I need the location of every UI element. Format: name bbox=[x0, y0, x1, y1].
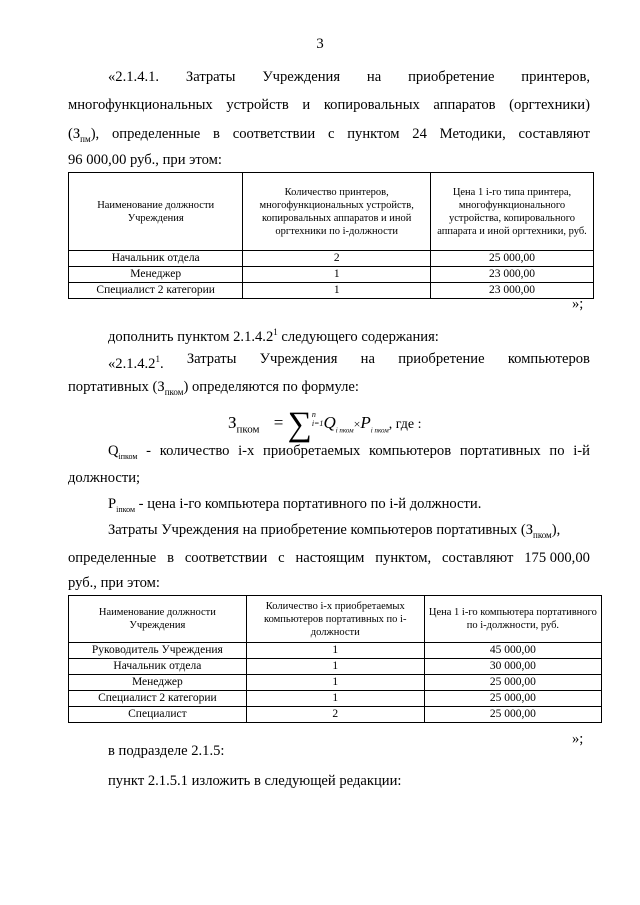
definition-q-line-2: должности; bbox=[68, 470, 141, 486]
amendment-line: дополнить пунктом 2.1.4.2$^1$ следующего содержания: bbox=[108, 327, 439, 345]
table-cell: 23 000,00 bbox=[431, 267, 594, 283]
table-cell: 25 000,00 bbox=[431, 251, 594, 267]
table-cell: 2 bbox=[243, 251, 431, 267]
table-row bbox=[69, 707, 602, 723]
table-cell: Менеджер bbox=[69, 267, 243, 283]
table-row bbox=[69, 659, 602, 675]
table-header-row bbox=[69, 596, 602, 643]
quote-close: »; bbox=[572, 731, 584, 747]
para-3-line-1: Затраты Учреждения на приобретение компьютеров портативных $(З_{пком})$, bbox=[108, 522, 561, 540]
page-number: 3 bbox=[316, 36, 324, 52]
formula: $З_{пком}$ = ∑ n i=1 $Q_{i пком}\times P_{i пком}$, где : bbox=[228, 406, 422, 443]
table-cell: Начальник отдела bbox=[69, 251, 243, 267]
point-line: пункт 2.1.5.1 изложить в следующей редакции: bbox=[108, 773, 402, 789]
laptops-table bbox=[68, 595, 602, 723]
para-1-line-2: многофункциональных устройств и копировальных аппаратов (оргтехники) bbox=[68, 97, 590, 113]
para-1-line-3: $(З_{пм})$, определенные в соответствии с пунктом 24 Методики, составляют bbox=[68, 126, 590, 144]
table-row bbox=[69, 643, 602, 659]
table-cell: 1 bbox=[246, 643, 424, 659]
para-2-line-1: «2.1.4.2$^1$. Затраты Учреждения на приобретение компьютеров bbox=[108, 351, 590, 372]
para-2-line-2: портативных $(З_{пком})$ определяются по формуле: bbox=[68, 379, 359, 397]
para-3-line-2: определенные в соответствии с настоящим пунктом, составляют 175 000,00 bbox=[68, 550, 590, 566]
table-row bbox=[69, 675, 602, 691]
table-row bbox=[69, 267, 594, 283]
table-header-row bbox=[69, 173, 594, 251]
table-cell: Специалист 2 категории bbox=[69, 691, 247, 707]
para-1-line-4: 96 000,00 руб., при этом: bbox=[68, 152, 222, 168]
table-cell: 1 bbox=[246, 659, 424, 675]
table-row bbox=[69, 251, 594, 267]
table-header-cell: Количество i-х приобретаемых компьютеров портативных по i-должности bbox=[246, 596, 424, 643]
table-cell: 30 000,00 bbox=[424, 659, 601, 675]
table-cell: 2 bbox=[246, 707, 424, 723]
table-cell: Специалист bbox=[69, 707, 247, 723]
table-cell: 23 000,00 bbox=[431, 283, 594, 299]
table-cell: 45 000,00 bbox=[424, 643, 601, 659]
table-cell: Менеджер bbox=[69, 675, 247, 691]
table-cell: 1 bbox=[243, 283, 431, 299]
definition-p: $P_{iпком}$ - цена i-го компьютера портативного по i-й должности. bbox=[108, 496, 482, 514]
table-header-cell: Наименование должности Учреждения bbox=[69, 596, 247, 643]
table-cell: 1 bbox=[246, 691, 424, 707]
table-cell: 1 bbox=[246, 675, 424, 691]
table-header-cell: Наименование должности Учреждения bbox=[69, 173, 243, 251]
para-3-line-3: руб., при этом: bbox=[68, 575, 160, 591]
printers-table bbox=[68, 172, 594, 299]
table-cell: Руководитель Учреждения bbox=[69, 643, 247, 659]
table-cell: Специалист 2 категории bbox=[69, 283, 243, 299]
table-cell: 25 000,00 bbox=[424, 707, 601, 723]
para-1-line-1: «2.1.4.1. Затраты Учреждения на приобретение принтеров, bbox=[108, 69, 590, 85]
table-header-cell: Цена 1 i-го типа принтера, многофункционального устройства, копировального аппарата и иной оргтехники, руб. bbox=[431, 173, 594, 251]
definition-q-line-1: $Q_{iпком}$ - количество i-х приобретаемых компьютеров портативных по i-й bbox=[108, 443, 590, 461]
table-cell: 25 000,00 bbox=[424, 675, 601, 691]
table-row bbox=[69, 691, 602, 707]
table-cell: 25 000,00 bbox=[424, 691, 601, 707]
sum-symbol: ∑ bbox=[287, 406, 312, 443]
subsection-line: в подразделе 2.1.5: bbox=[108, 743, 225, 759]
table-row bbox=[69, 283, 594, 299]
table-header-cell: Количество принтеров, многофункциональных устройств, копировальных аппаратов и иной оргтехники по i-должности bbox=[243, 173, 431, 251]
table-header-cell: Цена 1 i-го компьютера портативного по i-должности, руб. bbox=[424, 596, 601, 643]
table-cell: 1 bbox=[243, 267, 431, 283]
quote-close: »; bbox=[572, 296, 584, 312]
table-cell: Начальник отдела bbox=[69, 659, 247, 675]
